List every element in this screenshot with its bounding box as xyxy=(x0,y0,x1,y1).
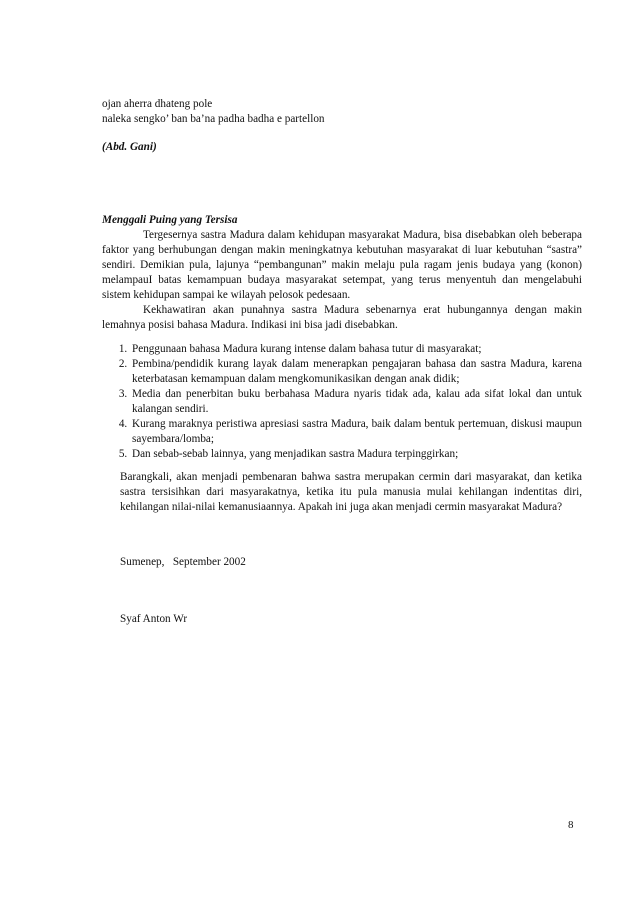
list-item: 2. Pembina/pendidik kurang layak dalam menerapkan pengajaran bahasa dan sastra Madura, karena keterbatasan kemampuan dalam mengkomunikasikan dengan anak didik; xyxy=(130,357,582,387)
list-item: 5. Dan sebab-sebab lainnya, yang menjadikan sastra Madura terpinggirkan; xyxy=(130,447,582,462)
reasons-list xyxy=(102,342,582,462)
closing-paragraph: Barangkali, akan menjadi pembenaran bahwa sastra merupakan cermin dari masyarakat, dan ketika sastra tersisihkan dari masyarakatnya, ketika itu pula manusia mulai kehilangan indentitas diri, kehilangan nilai-nilai kemanusiaannya. Apakah ini juga akan menjadi cermin masyarakat Madura? xyxy=(120,471,582,513)
section-title: Menggali Puing yang Tersisa xyxy=(102,214,238,226)
essay-section xyxy=(102,213,582,462)
poem-line: ojan aherra dhateng pole xyxy=(102,98,213,110)
poem-line: naleka sengko’ ban ba’na padha badha e partellon xyxy=(102,113,325,125)
poem-author: (Abd. Gani) xyxy=(102,141,157,153)
list-item: 1. Penggunaan bahasa Madura kurang intense dalam bahasa tutur di masyarakat; xyxy=(130,342,582,357)
list-item: 3. Media dan penerbitan buku berbahasa Madura nyaris tidak ada, kalau ada sifat lokal dan untuk kalangan sendiri. xyxy=(130,387,582,417)
place-date: Sumenep, September 2002 xyxy=(120,556,246,568)
page-number: 8 xyxy=(568,819,574,831)
list-item: 4. Kurang maraknya peristiwa apresiasi sastra Madura, baik dalam bentuk pertemuan, diskusi maupun sayembara/lomba; xyxy=(130,417,582,447)
author-signature: Syaf Anton Wr xyxy=(120,613,188,625)
body-paragraph: Kekhawatiran akan punahnya sastra Madura sebenarnya erat hubungannya dengan makin lemahnya posisi bahasa Madura. Indikasi ini bisa jadi disebabkan. xyxy=(102,304,582,331)
poem-excerpt xyxy=(102,97,582,127)
body-paragraph: Tergesernya sastra Madura dalam kehidupan masyarakat Madura, bisa disebabkan oleh beberapa faktor yang berhubungan dengan makin meningkatnya kebutuhan masyarakat di luar kebutuhan “sastra” sendiri. Demikian pula, lajunya “pembangunan” makin melaju pula ragam jenis budaya yang (konon) melampauI batas kemampuan budaya masyarakat setempat, yang terus menyentuh dan mengelabuhi sistem kehidupan sampai ke wilayah pelosok pedesaan. xyxy=(102,229,582,301)
